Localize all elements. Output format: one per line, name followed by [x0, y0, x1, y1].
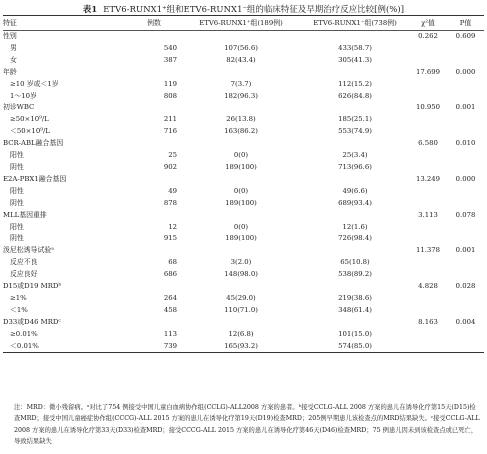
cell-negative-group: 185(25.1)	[338, 115, 372, 124]
cell-negative-group	[301, 281, 409, 293]
cell-positive-group	[181, 31, 301, 43]
cell-p-value: 0.004	[455, 317, 476, 326]
cell-positive-group	[181, 67, 301, 79]
cell-count	[127, 210, 181, 222]
cell-negative-group: 726(98.4)	[338, 234, 372, 243]
cell-p-value	[447, 329, 484, 341]
cell-negative-group	[301, 67, 409, 79]
table-row	[3, 114, 484, 126]
cell-negative-group: 348(61.4)	[338, 305, 372, 314]
cell-negative-group: 574(85.0)	[301, 341, 409, 353]
cell-count	[127, 245, 181, 257]
cell-positive-group: 0(0)	[233, 186, 249, 195]
cell-chi-square: 3.113	[418, 210, 438, 219]
cell-positive-group: 7(3.7)	[230, 79, 252, 88]
table-row	[3, 79, 484, 91]
cell-chi-square	[409, 55, 447, 67]
cell-p-value	[447, 186, 484, 198]
cell-negative-group	[301, 31, 409, 43]
cell-chi-square	[409, 198, 447, 210]
cell-p-value	[447, 198, 484, 210]
cell-chi-square: 0.262	[418, 32, 438, 40]
cell-count: 211	[163, 115, 177, 124]
cell-negative-group: 101(15.0)	[338, 329, 372, 338]
cell-chi-square: 17.699	[415, 67, 441, 76]
cell-chi-square	[409, 305, 447, 317]
cell-feature: MLL基因重排	[3, 210, 47, 219]
cell-feature: 性别	[3, 32, 17, 40]
cell-negative-group: 689(93.4)	[338, 198, 372, 207]
cell-count: 878	[163, 198, 177, 207]
cell-chi-square	[409, 126, 447, 138]
cell-feature: 阴性	[10, 198, 24, 207]
cell-count: 686	[163, 270, 177, 279]
cell-positive-group	[181, 281, 301, 293]
cell-feature: 反应不良	[10, 258, 38, 267]
cell-negative-group	[301, 102, 409, 114]
table-footnote: 注：MRD：微小残留病。ᵃ对比了754 例接受中国儿童白血病协作组(CCLG)-ALL2008 方案的患者。ᵇ接受CCLG-ALL 2008 方案的患儿在诱导化疗第15天(D15)检查MRD；接受中国儿童癌症协作组(CCCG)-ALL 2015 方案的患儿在诱导化疗第19天(D19)检查MRD；205例早期患儿该检查点的MRD结果缺失。ᶜ接受CCLG-ALL 2008 方案的患儿在诱导化疗第33天(D33)检查MRD；接受CCCG-ALL 2015 方案的患儿在诱导化疗第46天(D46)检查MRD；75 例患儿因未到该检查点或已死亡，导致结果缺失	[14, 404, 480, 445]
top-rule	[3, 15, 484, 16]
cell-chi-square: 4.828	[418, 282, 438, 291]
cell-positive-group: 189(100)	[225, 198, 257, 207]
table-number: 表1	[82, 4, 98, 14]
cell-feature: 初诊WBC	[3, 103, 35, 112]
cell-negative-group	[301, 317, 409, 329]
cell-chi-square	[409, 162, 447, 174]
cell-negative-group: 49(6.6)	[342, 186, 368, 195]
header-positive-group: ETV6-RUNX1⁺组(189例)	[181, 17, 301, 31]
cell-count: 119	[163, 79, 177, 88]
table-row	[3, 222, 484, 234]
cell-chi-square	[409, 341, 447, 353]
cell-feature: 泼尼松诱导试验ᵃ	[3, 246, 54, 255]
cell-feature: 阳性	[10, 151, 24, 160]
cell-count: 68	[168, 258, 177, 267]
cell-negative-group	[301, 174, 409, 186]
cell-p-value: 0.028	[455, 282, 476, 291]
cell-positive-group: 0(0)	[233, 151, 249, 160]
table-row	[3, 126, 484, 138]
table-row	[3, 138, 484, 150]
cell-feature: 反应良好	[10, 270, 38, 279]
cell-p-value	[447, 91, 484, 103]
header-p-value: P值	[447, 17, 484, 31]
table-row	[3, 198, 484, 210]
cell-positive-group: 189(100)	[225, 234, 257, 243]
cell-feature: E2A-PBX1融合基因	[3, 174, 67, 183]
cell-count	[127, 174, 181, 186]
cell-p-value	[447, 43, 484, 55]
cell-count: 25	[168, 151, 177, 160]
cell-positive-group	[181, 174, 301, 186]
cell-feature: 阴性	[10, 234, 24, 243]
cell-count: 540	[163, 43, 177, 52]
cell-positive-group: 110(71.0)	[224, 305, 258, 314]
cell-chi-square	[409, 91, 447, 103]
cell-positive-group	[181, 102, 301, 114]
cell-count: 387	[163, 55, 177, 64]
table-row	[3, 317, 484, 329]
cell-feature: 阳性	[10, 186, 24, 195]
cell-feature: ＜1%	[10, 305, 28, 314]
cell-chi-square: 10.950	[415, 103, 441, 112]
cell-feature: ＜50×10⁹/L	[10, 127, 50, 136]
cell-positive-group	[181, 317, 301, 329]
table-caption	[0, 3, 487, 15]
cell-feature: 年龄	[3, 67, 17, 76]
cell-negative-group: 65(10.8)	[340, 258, 370, 267]
cell-count	[127, 281, 181, 293]
cell-feature: ≥0.01%	[10, 329, 38, 338]
table-row	[3, 293, 484, 305]
header-count: 例数	[127, 17, 181, 31]
cell-count: 915	[163, 234, 177, 243]
cell-p-value: 0.000	[455, 67, 476, 76]
cell-count: 716	[163, 127, 177, 136]
table-title: ETV6-RUNX1⁺组和ETV6-RUNX1⁻组的临床特征及早期治疗反应比较[例(%)]	[103, 4, 405, 14]
cell-positive-group: 0(0)	[233, 222, 249, 231]
cell-p-value: 0.078	[455, 210, 476, 219]
header-negative-group: ETV6-RUNX1⁻组(738例)	[301, 17, 409, 31]
cell-feature: 女	[10, 55, 17, 64]
cell-p-value	[447, 233, 484, 245]
cell-positive-group: 148(98.0)	[224, 270, 258, 279]
cell-chi-square: 13.249	[415, 174, 441, 183]
cell-negative-group: 713(96.6)	[338, 162, 372, 171]
table-row	[3, 102, 484, 114]
cell-count: 12	[168, 222, 177, 231]
table-row	[3, 55, 484, 67]
cell-p-value	[447, 126, 484, 138]
cell-p-value: 0.001	[455, 246, 476, 255]
cell-p-value	[447, 293, 484, 305]
table-body	[3, 31, 484, 353]
cell-feature: D33或D46 MRDᶜ	[3, 317, 61, 326]
table-row	[3, 91, 484, 103]
cell-negative-group: 25(3.4)	[342, 151, 368, 160]
cell-count	[127, 31, 181, 43]
cell-count: 808	[163, 91, 177, 100]
table-row	[3, 210, 484, 222]
cell-feature: ≥1%	[10, 293, 27, 302]
cell-positive-group: 182(96.3)	[224, 91, 258, 100]
cell-count: 739	[127, 341, 181, 353]
cell-p-value: 0.000	[455, 174, 476, 183]
cell-p-value	[447, 305, 484, 317]
cell-chi-square: 8.163	[418, 317, 438, 326]
cell-negative-group: 305(41.3)	[338, 55, 372, 64]
cell-count: 902	[163, 162, 177, 171]
cell-p-value	[447, 341, 484, 353]
cell-count: 264	[163, 293, 177, 302]
table-row	[3, 281, 484, 293]
cell-positive-group	[181, 245, 301, 257]
cell-chi-square	[409, 222, 447, 234]
cell-p-value	[447, 114, 484, 126]
cell-chi-square	[409, 293, 447, 305]
cell-p-value: 0.609	[455, 32, 476, 40]
cell-feature: BCR-ABL融合基因	[3, 139, 64, 148]
cell-negative-group: 433(58.7)	[338, 43, 372, 52]
cell-count: 458	[163, 305, 177, 314]
cell-count	[127, 138, 181, 150]
cell-chi-square	[409, 269, 447, 281]
cell-positive-group: 12(6.8)	[228, 329, 254, 338]
cell-p-value	[447, 269, 484, 281]
cell-positive-group: 163(86.2)	[224, 127, 258, 136]
header-feature: 特征	[3, 17, 127, 31]
cell-p-value	[447, 222, 484, 234]
cell-negative-group	[301, 210, 409, 222]
table-header-row	[3, 17, 484, 31]
cell-chi-square	[409, 43, 447, 55]
table-row	[3, 31, 484, 43]
cell-chi-square	[409, 186, 447, 198]
cell-negative-group	[301, 245, 409, 257]
table-row	[3, 245, 484, 257]
table-row	[3, 305, 484, 317]
cell-chi-square	[409, 257, 447, 269]
cell-p-value	[447, 257, 484, 269]
cell-p-value	[447, 162, 484, 174]
cell-feature: 阴性	[10, 162, 24, 171]
cell-positive-group: 82(43.4)	[226, 55, 256, 64]
cell-count	[127, 317, 181, 329]
cell-positive-group	[181, 210, 301, 222]
cell-chi-square	[409, 114, 447, 126]
cell-negative-group: 553(74.9)	[338, 127, 372, 136]
cell-negative-group: 538(89.2)	[338, 270, 372, 279]
table-row	[3, 43, 484, 55]
table-row	[3, 186, 484, 198]
cell-p-value	[447, 55, 484, 67]
cell-feature: 阳性	[10, 222, 24, 231]
cell-negative-group: 626(84.8)	[338, 91, 372, 100]
cell-feature: ＜0.01%	[3, 341, 127, 353]
cell-positive-group: 165(93.2)	[181, 341, 301, 353]
cell-negative-group: 112(15.2)	[338, 79, 372, 88]
cell-positive-group	[181, 138, 301, 150]
comparison-table	[3, 17, 484, 353]
cell-chi-square: 11.378	[415, 246, 441, 255]
header-chi-square: χ²值	[409, 17, 447, 31]
cell-feature: D15或D19 MRDᵇ	[3, 282, 62, 291]
cell-feature: 男	[10, 43, 17, 52]
table-row	[3, 257, 484, 269]
cell-count: 113	[163, 329, 177, 338]
cell-p-value: 0.001	[455, 103, 476, 112]
cell-positive-group: 26(13.8)	[226, 115, 256, 124]
cell-chi-square	[409, 233, 447, 245]
cell-p-value	[447, 79, 484, 91]
cell-count	[127, 67, 181, 79]
table-row	[3, 67, 484, 79]
cell-positive-group: 189(100)	[225, 162, 257, 171]
cell-positive-group: 3(2.0)	[230, 258, 252, 267]
cell-positive-group: 107(56.6)	[224, 43, 258, 52]
table-row	[3, 269, 484, 281]
cell-negative-group: 219(38.6)	[338, 293, 372, 302]
table-row	[3, 162, 484, 174]
cell-feature: ≥10 岁或＜1岁	[10, 79, 59, 88]
cell-chi-square	[409, 150, 447, 162]
cell-count: 49	[168, 186, 177, 195]
cell-count	[127, 102, 181, 114]
table-row	[3, 174, 484, 186]
table-row	[3, 341, 484, 353]
cell-p-value: 0.010	[455, 139, 476, 148]
cell-chi-square: 6.580	[418, 139, 438, 148]
cell-feature: ≥50×10⁹/L	[10, 115, 49, 124]
cell-feature: 1～10岁	[10, 91, 37, 100]
cell-negative-group	[301, 138, 409, 150]
table-row	[3, 233, 484, 245]
cell-chi-square	[409, 329, 447, 341]
cell-p-value	[447, 150, 484, 162]
cell-negative-group: 12(1.6)	[342, 222, 368, 231]
cell-positive-group: 45(29.0)	[226, 293, 256, 302]
cell-chi-square	[409, 79, 447, 91]
table-row	[3, 329, 484, 341]
table-row	[3, 150, 484, 162]
